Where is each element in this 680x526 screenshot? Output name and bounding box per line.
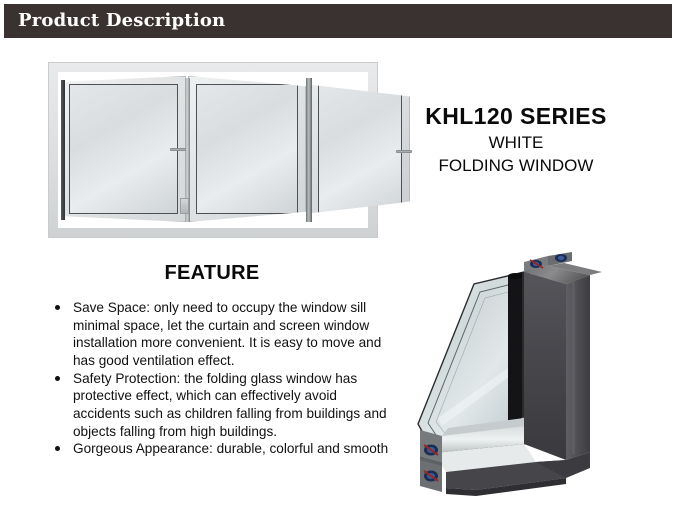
bullet-dot-icon: [55, 305, 60, 310]
product-profile-cross-section: [412, 248, 612, 502]
feature-list-item: [48, 370, 396, 441]
window-panel-right: [310, 76, 410, 222]
feature-list-item: [48, 299, 396, 370]
product-color-name: WHITE: [488, 133, 544, 153]
feature-list-item: [48, 440, 396, 458]
window-panel-left: [61, 76, 186, 222]
bullet-dot-icon: [55, 376, 60, 381]
bullet-dot-icon: [55, 446, 60, 451]
window-handle-1: [170, 148, 186, 151]
page-title: Product Description: [18, 10, 226, 31]
window-panel-middle: [188, 76, 306, 222]
window-hinge-2: [306, 78, 312, 222]
feature-item-text: Safety Protection: the folding glass window has protective effect, which can effectively avoid accidents such as children falling from buildings and objects falling from high buildings.: [73, 370, 387, 439]
window-glass-right: [318, 84, 402, 214]
window-jamb-left: [61, 80, 65, 220]
profile-frame-face: [524, 272, 590, 460]
window-glass-middle: [196, 84, 298, 214]
window-glass-left: [69, 84, 178, 214]
profile-thermal-break-blocks: [420, 430, 442, 492]
window-latch-1: [180, 198, 189, 214]
feature-item-text: Save Space: only need to occupy the window sill minimal space, let the curtain and screen window installation more convenient. It is easy to move and has good ventilation effect.: [73, 300, 382, 369]
product-series-name: KHL120 SERIES: [425, 103, 607, 129]
feature-list: [48, 299, 396, 458]
feature-item-text: Gorgeous Appearance: durable, colorful and smooth: [73, 441, 389, 457]
feature-heading: FEATURE: [164, 262, 260, 284]
profile-render-svg: [412, 248, 612, 502]
header-banner: [4, 4, 672, 38]
product-type-name: FOLDING WINDOW: [438, 156, 594, 176]
product-title-block: [396, 104, 636, 178]
product-photo-folding-window: [48, 62, 378, 238]
